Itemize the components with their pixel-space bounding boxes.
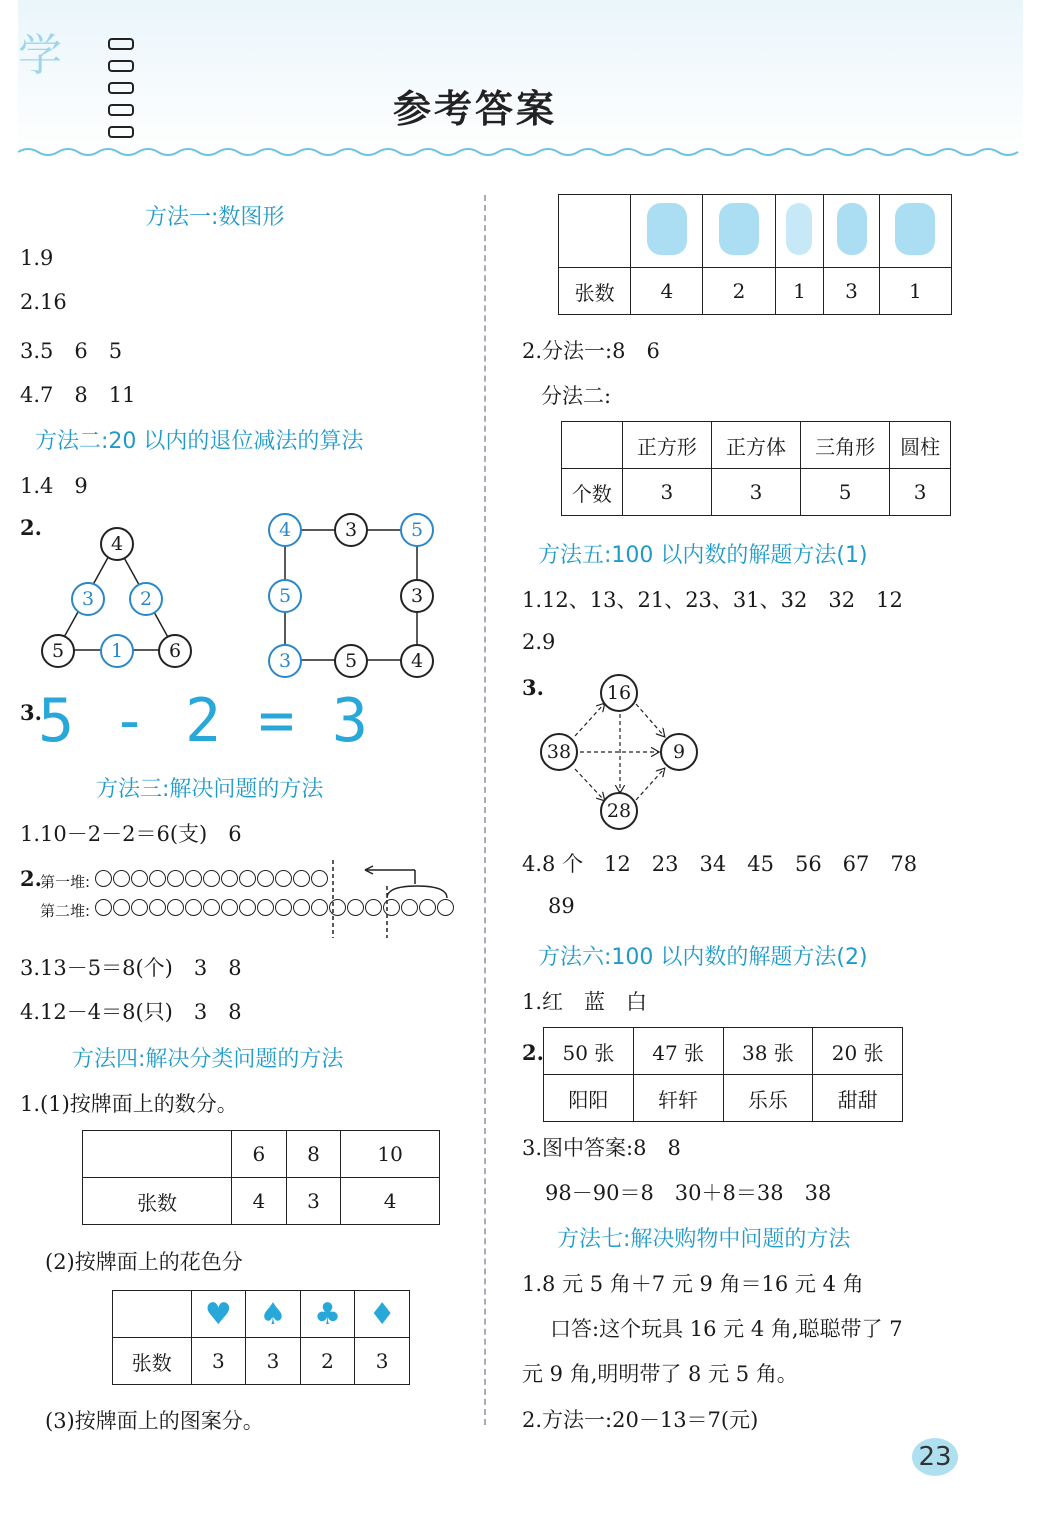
- pile-one-circles: [95, 872, 329, 891]
- triangle-node-mid-left: 3: [71, 582, 105, 616]
- answer-line: 1.10－2－2＝6(支) 6: [20, 822, 242, 846]
- diamond-node-left: 38: [540, 733, 578, 771]
- column-divider: [484, 195, 486, 1425]
- wave-divider: [18, 145, 1023, 159]
- table-cell: 3: [286, 1178, 341, 1225]
- answer-line: (3)按牌面上的图案分。: [45, 1409, 264, 1433]
- table-cell: 50 张: [544, 1028, 634, 1075]
- answer-line: 1.8 元 5 角＋7 元 9 角＝16 元 4 角: [522, 1272, 864, 1296]
- table-cell: 甜甜: [813, 1075, 903, 1122]
- pile-one: [40, 870, 329, 892]
- binder-rings: [108, 38, 138, 138]
- answer-line: 分法二:: [541, 384, 612, 408]
- diamond-node-top: 16: [600, 674, 638, 712]
- triangle-node-top: 4: [100, 527, 134, 561]
- number-table: [82, 1130, 440, 1225]
- table-cell: 3: [890, 469, 951, 516]
- triangle-node-bottom-mid: 1: [100, 634, 134, 668]
- table-cell: 3: [824, 268, 879, 315]
- table-cell: 3: [191, 1338, 246, 1385]
- table-cell: 3: [246, 1338, 301, 1385]
- pile-two-label: 第二堆:: [40, 902, 91, 920]
- answer-line: 1.9: [20, 246, 54, 270]
- table-cell: 正方体: [711, 422, 800, 469]
- answer-line: 3.5 6 5: [20, 339, 123, 363]
- table-cell: [83, 1131, 232, 1178]
- table-cell: 正方形: [622, 422, 711, 469]
- table-cell: 6: [232, 1131, 287, 1178]
- table-cell: [559, 195, 631, 268]
- answer-line: 3.图中答案:8 8: [522, 1136, 681, 1160]
- table-cell: 5: [801, 469, 890, 516]
- diamond-node-bottom: 28: [600, 792, 638, 830]
- equation-operator: =: [258, 686, 295, 756]
- page-title: 参考答案: [393, 87, 558, 131]
- table-cell: 1: [775, 268, 824, 315]
- section-title-m7: 方法七:解决购物中问题的方法: [557, 1227, 851, 1252]
- square-node-bl: 3: [268, 644, 302, 678]
- answer-line: 98－90＝8 30＋8＝38 38: [545, 1181, 832, 1205]
- table-cell: 3: [622, 469, 711, 516]
- shape-table: [561, 421, 951, 516]
- pile-one-label: 第一堆:: [40, 873, 91, 891]
- equation-digit: 2: [184, 686, 222, 756]
- animal-table: [558, 194, 952, 315]
- bear-icon: [703, 195, 775, 268]
- table-cell: 个数: [562, 469, 623, 516]
- duck-icon: [631, 195, 703, 268]
- answer-line: 1.(1)按牌面上的数分。: [20, 1092, 238, 1116]
- table-cell: 8: [286, 1131, 341, 1178]
- question-number: 2.: [522, 1040, 544, 1065]
- answer-line: 4.7 8 11: [20, 383, 136, 407]
- table-cell: 20 张: [813, 1028, 903, 1075]
- answer-line: 4.8 个 12 23 34 45 56 67 78: [522, 852, 918, 876]
- table-cell: 阳阳: [544, 1075, 634, 1122]
- equation-operator: -: [111, 686, 148, 756]
- answer-line: 1.12、13、21、23、31、32 32 12: [522, 588, 903, 612]
- table-cell: 1: [879, 268, 951, 315]
- table-cell: 张数: [113, 1338, 192, 1385]
- table-cell: [113, 1291, 192, 1338]
- equation-digit: 5: [38, 686, 75, 756]
- square-node-tm: 3: [334, 513, 368, 547]
- heart-icon: ♥: [191, 1291, 246, 1338]
- equation-digit: 3: [331, 686, 368, 756]
- answer-line: 4.12－4＝8(只) 3 8: [20, 1000, 242, 1024]
- table-cell: 38 张: [723, 1028, 813, 1075]
- square-node-tr: 5: [400, 513, 434, 547]
- subject-badge: 学: [18, 30, 62, 81]
- cards-table: [543, 1027, 903, 1122]
- table-cell: 3: [355, 1338, 410, 1385]
- answer-line: (2)按牌面上的花色分: [45, 1250, 243, 1274]
- table-cell: 2: [703, 268, 775, 315]
- pile-markers: [325, 860, 450, 940]
- matchstick-equation: [38, 686, 368, 756]
- section-title-m6: 方法六:100 以内数的解题方法(2): [538, 945, 868, 970]
- table-cell: 4: [232, 1178, 287, 1225]
- square-node-br: 4: [400, 644, 434, 678]
- teddy-bear-icon: [879, 195, 951, 268]
- table-cell: [562, 422, 623, 469]
- penguin-icon: [824, 195, 879, 268]
- table-cell: 圆柱: [890, 422, 951, 469]
- answer-line: 1.红 蓝 白: [522, 990, 648, 1014]
- section-title-m2: 方法二:20 以内的退位减法的算法: [35, 429, 364, 454]
- answer-line: 3.13－5＝8(个) 3 8: [20, 956, 242, 980]
- answer-line: 1.4 9: [20, 474, 88, 498]
- table-cell: 2: [300, 1338, 355, 1385]
- section-title-m4: 方法四:解决分类问题的方法: [72, 1047, 344, 1072]
- suit-table: [112, 1290, 410, 1385]
- square-node-bm: 5: [334, 644, 368, 678]
- question-number: 2.: [20, 515, 42, 540]
- club-icon: ♣: [300, 1291, 355, 1338]
- table-cell: 4: [341, 1178, 440, 1225]
- table-cell: 4: [631, 268, 703, 315]
- answer-line: 口答:这个玩具 16 元 4 角,聪聪带了 7: [550, 1317, 903, 1341]
- table-cell: 三角形: [801, 422, 890, 469]
- diamond-node-right: 9: [660, 733, 698, 771]
- section-title-m5: 方法五:100 以内数的解题方法(1): [538, 543, 868, 568]
- answer-line: 89: [548, 894, 575, 918]
- question-number: 3.: [20, 700, 42, 725]
- table-cell: 轩轩: [633, 1075, 723, 1122]
- page-number: 23: [912, 1438, 958, 1476]
- rabbit-icon: [775, 195, 824, 268]
- triangle-node-mid-right: 2: [129, 582, 163, 616]
- answer-line: 2.16: [20, 290, 67, 314]
- spade-icon: ♠: [246, 1291, 301, 1338]
- question-number: 2.: [20, 866, 42, 891]
- table-cell: 47 张: [633, 1028, 723, 1075]
- square-node-mr: 3: [400, 579, 434, 613]
- section-title-m1: 方法一:数图形: [145, 205, 285, 230]
- table-cell: 3: [711, 469, 800, 516]
- table-cell: 10: [341, 1131, 440, 1178]
- square-node-ml: 5: [268, 579, 302, 613]
- table-cell: 乐乐: [723, 1075, 813, 1122]
- triangle-node-bottom-left: 5: [41, 634, 75, 668]
- answer-line: 元 9 角,明明带了 8 元 5 角。: [522, 1362, 798, 1386]
- diamond-icon: ♦: [355, 1291, 410, 1338]
- section-title-m3: 方法三:解决问题的方法: [96, 777, 324, 802]
- answer-line: 2.9: [522, 630, 556, 654]
- square-node-tl: 4: [268, 513, 302, 547]
- question-number: 3.: [522, 675, 544, 700]
- triangle-node-bottom-right: 6: [158, 634, 192, 668]
- table-cell: 张数: [83, 1178, 232, 1225]
- answer-line: 2.分法一:8 6: [522, 339, 660, 363]
- table-cell: 张数: [559, 268, 631, 315]
- answer-line: 2.方法一:20－13＝7(元): [522, 1408, 759, 1432]
